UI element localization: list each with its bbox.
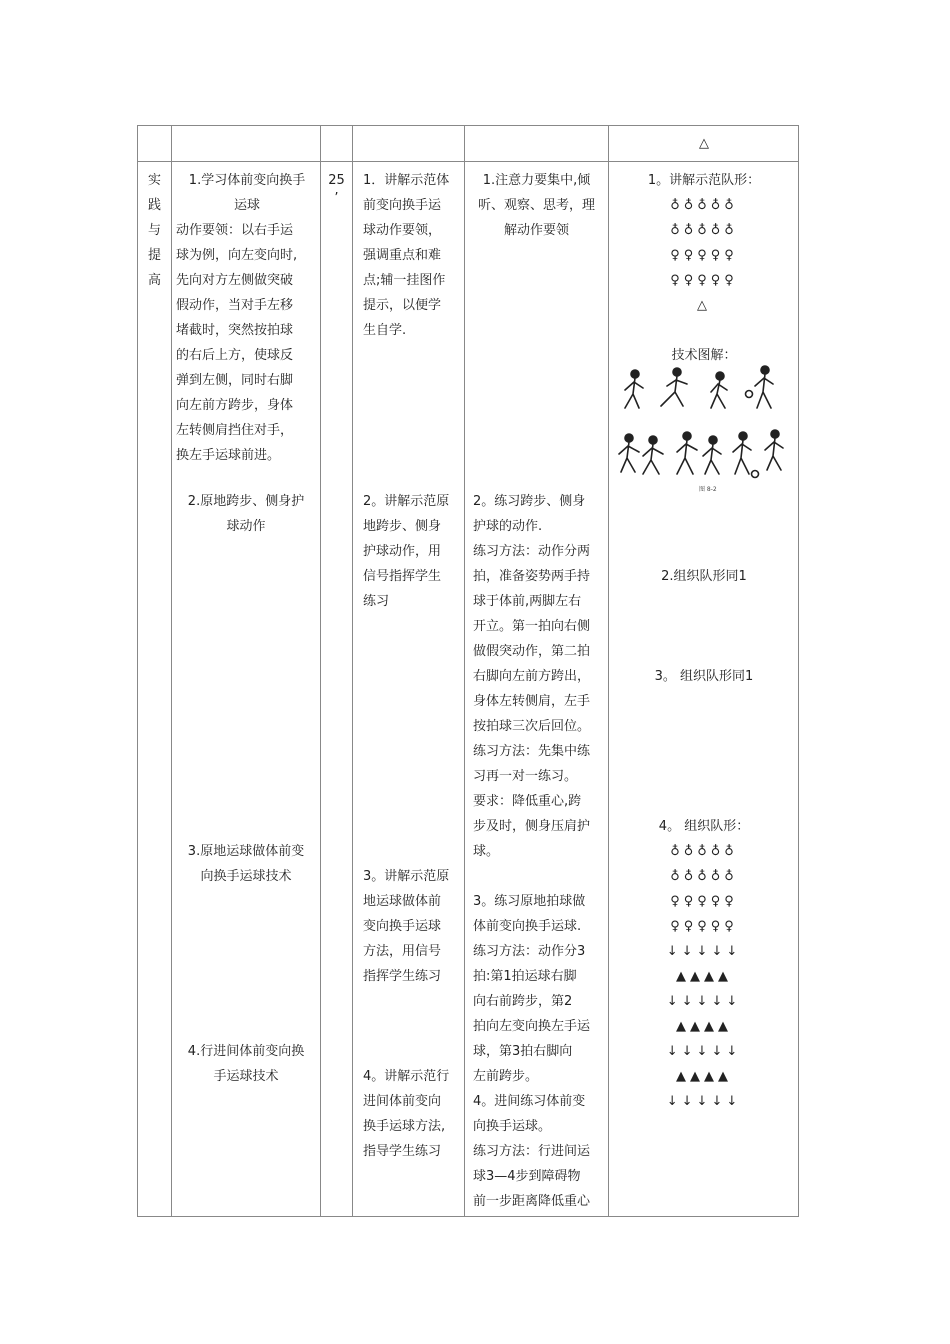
formation-row: ↓↓↓↓↓ bbox=[666, 1044, 742, 1059]
teacher-line: 强调重点和难 bbox=[363, 248, 442, 263]
lesson-plan-table bbox=[137, 125, 799, 1217]
teacher-line: 1．讲解示范体 bbox=[363, 173, 450, 188]
student-line: 开立。第一拍向右侧 bbox=[473, 619, 591, 634]
content-line: 动作要领：以右手运 bbox=[176, 223, 294, 238]
content-line: 堵截时，突然按拍球 bbox=[176, 323, 294, 338]
student-item-3 bbox=[473, 889, 608, 1089]
student-line: 向换手运球。 bbox=[473, 1119, 552, 1134]
student-line: 球3—4步到障碍物 bbox=[473, 1169, 581, 1184]
student-line: 护球的动作. bbox=[473, 519, 543, 534]
col-divider bbox=[352, 126, 353, 1216]
student-line: 要求：降低重心,跨 bbox=[473, 794, 582, 809]
student-item-1 bbox=[465, 168, 608, 243]
org-item-2: 2.组织队形同1 bbox=[661, 569, 747, 584]
student-line: 身体左转侧肩，左手 bbox=[473, 694, 591, 709]
content-line: 假动作，当对手左移 bbox=[176, 298, 294, 313]
formation-diagram-4 bbox=[609, 839, 799, 1114]
teacher-line: 指挥学生练习 bbox=[363, 969, 442, 984]
formation-row: ♁♁♁♁♁ bbox=[670, 198, 738, 213]
student-line: 右脚向左前方跨出， bbox=[473, 669, 591, 684]
teacher-line: 前变向换手运 bbox=[363, 198, 442, 213]
teacher-line: 球动作要领， bbox=[363, 223, 442, 238]
formation-row: ▲▲▲▲ bbox=[676, 1019, 732, 1034]
teacher-line: 3。讲解示范原 bbox=[363, 869, 450, 884]
student-line: 拍向左变向换左手运 bbox=[473, 1019, 591, 1034]
content-line: 左转侧肩挡住对手， bbox=[176, 423, 294, 438]
student-line: 前一步距离降低重心 bbox=[473, 1194, 591, 1209]
player-figure bbox=[661, 368, 687, 406]
teacher-line: 2。讲解示范原 bbox=[363, 494, 450, 509]
teacher-item-3 bbox=[363, 864, 463, 989]
teacher-line: 地跨步、侧身 bbox=[363, 519, 442, 534]
content-line: 球动作 bbox=[226, 519, 266, 534]
technique-illustration bbox=[615, 364, 795, 494]
formation-row: ♁♁♁♁♁ bbox=[670, 869, 738, 884]
time-unit: ’ bbox=[334, 191, 339, 206]
section-label-char: 实 bbox=[147, 173, 161, 188]
section-label-char: 提 bbox=[147, 248, 161, 263]
student-line: 向右前跨步，第2 bbox=[473, 994, 573, 1009]
section-label-char: 践 bbox=[147, 198, 161, 213]
student-line: 1.注意力要集中,倾 bbox=[482, 173, 591, 188]
student-line: 解动作要领 bbox=[503, 223, 569, 238]
student-item-2 bbox=[473, 489, 608, 864]
player-figure bbox=[625, 370, 643, 408]
student-line: 步及时，侧身压肩护 bbox=[473, 819, 591, 834]
org-item-4-title: 4。 组织队形： bbox=[658, 819, 750, 834]
col-divider bbox=[464, 126, 465, 1216]
teacher-line: 4。讲解示范行 bbox=[363, 1069, 450, 1084]
teacher-line: 生自学. bbox=[363, 323, 407, 338]
player-figure bbox=[677, 432, 697, 474]
org-item-1-title: 1。讲解示范队形： bbox=[647, 173, 761, 188]
content-line: 向左前方跨步，身体 bbox=[176, 398, 294, 413]
player-figure bbox=[643, 436, 663, 474]
student-line: 左前跨步。 bbox=[473, 1069, 539, 1084]
section-label bbox=[138, 168, 171, 293]
formation-row: ↓↓↓↓↓ bbox=[666, 1094, 742, 1109]
formation-row: ♁♁♁♁♁ bbox=[670, 223, 738, 238]
formation-row: ↓↓↓↓↓ bbox=[666, 944, 742, 959]
formation-row: ♀♀♀♀♀ bbox=[670, 248, 738, 263]
row-divider bbox=[138, 161, 798, 162]
teacher-line: 提示，以便学 bbox=[363, 298, 442, 313]
formation-row: ♀♀♀♀♀ bbox=[670, 273, 738, 288]
content-line: 2.原地跨步、侧身护 bbox=[187, 494, 305, 509]
player-figure bbox=[703, 436, 721, 474]
teacher-item-2 bbox=[363, 489, 463, 614]
content-line: 先向对方左侧做突破 bbox=[176, 273, 294, 288]
header-triangle: △ bbox=[699, 136, 709, 151]
time-value: 25 bbox=[328, 173, 345, 188]
teacher-line: 指导学生练习 bbox=[363, 1144, 442, 1159]
section-label-char: 与 bbox=[147, 223, 161, 238]
player-figure bbox=[711, 372, 727, 408]
student-line: 听、观察、思考，理 bbox=[477, 198, 595, 213]
ball-icon bbox=[746, 391, 753, 398]
student-line: 做假突动作，第二拍 bbox=[473, 644, 591, 659]
ball-icon bbox=[752, 471, 759, 478]
content-line: 4.行进间体前变向换 bbox=[187, 1044, 305, 1059]
student-line: 练习方法：动作分两 bbox=[473, 544, 591, 559]
student-line: 拍，准备姿势两手持 bbox=[473, 569, 591, 584]
student-line: 练习方法：先集中练 bbox=[473, 744, 591, 759]
student-line: 练习方法：动作分3 bbox=[473, 944, 586, 959]
formation-row: ▲▲▲▲ bbox=[676, 969, 732, 984]
student-line: 2。练习跨步、侧身 bbox=[473, 494, 586, 509]
teacher-line: 信号指挥学生 bbox=[363, 569, 442, 584]
student-line: 球于体前,两脚左右 bbox=[473, 594, 582, 609]
student-line: 球，第3拍右脚向 bbox=[473, 1044, 573, 1059]
teacher-line: 进间体前变向 bbox=[363, 1094, 442, 1109]
teacher-line: 方法，用信号 bbox=[363, 944, 442, 959]
teacher-line: 变向换手运球 bbox=[363, 919, 442, 934]
section-label-char: 高 bbox=[147, 273, 161, 288]
content-item-3 bbox=[172, 839, 320, 889]
student-line: 4。进间练习体前变 bbox=[473, 1094, 586, 1109]
student-line: 按拍球三次后回位。 bbox=[473, 719, 591, 734]
org-item-3: 3。 组织队形同1 bbox=[654, 669, 754, 684]
teacher-item-1 bbox=[363, 168, 463, 343]
formation-diagram-1 bbox=[609, 193, 799, 318]
player-figure bbox=[619, 434, 639, 472]
student-line: 练习方法：行进间运 bbox=[473, 1144, 591, 1159]
teacher-line: 练习 bbox=[363, 594, 390, 609]
teacher-line: 地运球做体前 bbox=[363, 894, 442, 909]
student-line: 3。练习原地拍球做 bbox=[473, 894, 586, 909]
content-line: 手运球技术 bbox=[213, 1069, 279, 1084]
content-line: 换左手运球前进。 bbox=[176, 448, 281, 463]
figure-caption: 图 8-2 bbox=[699, 486, 717, 493]
student-line: 体前变向换手运球. bbox=[473, 919, 582, 934]
student-item-4 bbox=[473, 1089, 608, 1214]
student-line: 习再一对一练习。 bbox=[473, 769, 578, 784]
player-figure bbox=[755, 366, 773, 408]
content-line: 3.原地运球做体前变 bbox=[187, 844, 305, 859]
col-divider bbox=[320, 126, 321, 1216]
content-line: 1.学习体前变向换手 bbox=[188, 173, 306, 188]
formation-row: ▲▲▲▲ bbox=[676, 1069, 732, 1084]
content-item-1 bbox=[176, 168, 318, 468]
teacher-line: 护球动作，用 bbox=[363, 544, 442, 559]
teacher-item-4 bbox=[363, 1064, 463, 1164]
content-line: 弹到左侧，同时右脚 bbox=[176, 373, 294, 388]
player-figure bbox=[733, 432, 751, 474]
content-line: 向换手运球技术 bbox=[200, 869, 292, 884]
content-line: 的右后上方，使球反 bbox=[176, 348, 294, 363]
content-item-4 bbox=[172, 1039, 320, 1089]
student-line: 拍:第1拍运球右脚 bbox=[473, 969, 577, 984]
diagram-label: 技术图解： bbox=[671, 348, 737, 363]
formation-row: ♁♁♁♁♁ bbox=[670, 844, 738, 859]
content-line: 运球 bbox=[233, 198, 260, 213]
content-line: 球为例，向左变向时, bbox=[176, 248, 298, 263]
teacher-line: 换手运球方法, bbox=[363, 1119, 446, 1134]
student-line: 球。 bbox=[473, 844, 500, 859]
player-figure bbox=[765, 430, 783, 470]
formation-row: ♀♀♀♀♀ bbox=[670, 919, 738, 934]
formation-row: △ bbox=[697, 298, 711, 313]
formation-row: ↓↓↓↓↓ bbox=[666, 994, 742, 1009]
content-item-2 bbox=[172, 489, 320, 539]
formation-row: ♀♀♀♀♀ bbox=[670, 894, 738, 909]
teacher-line: 点;辅一挂图作 bbox=[363, 273, 446, 288]
